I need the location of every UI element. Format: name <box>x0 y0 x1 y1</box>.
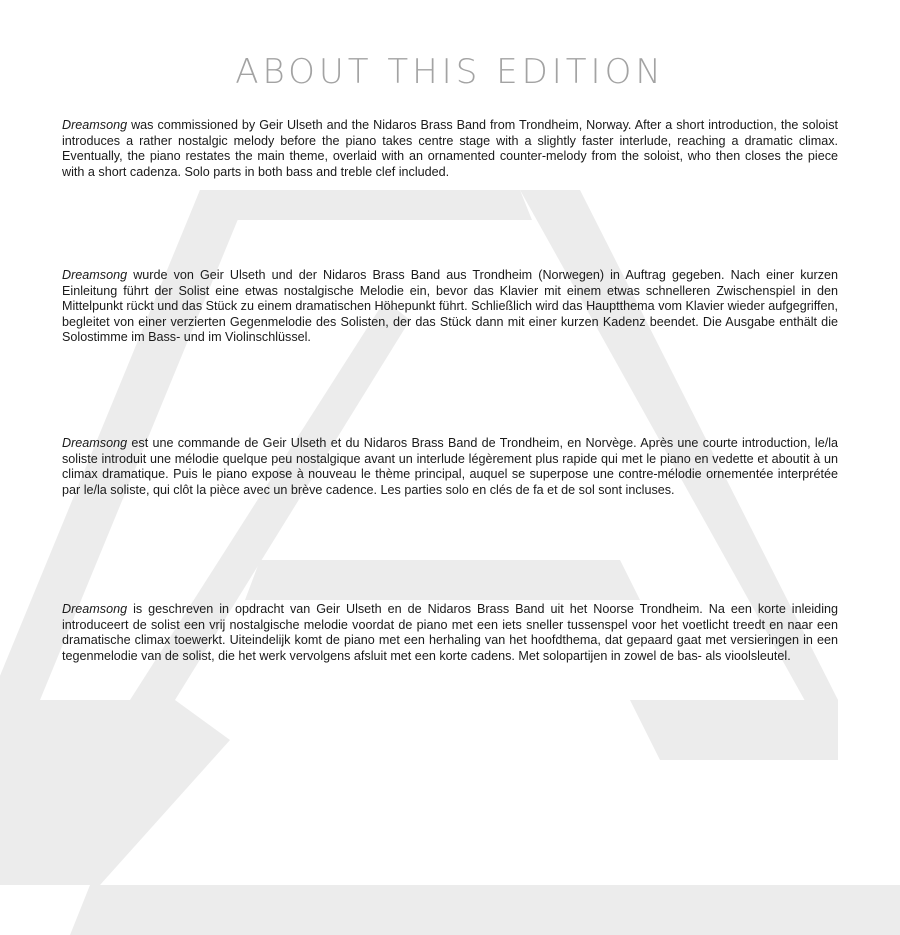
watermark-top-bar <box>188 190 532 220</box>
watermark-bottom-band <box>70 885 900 935</box>
paragraph-english <box>62 118 838 180</box>
paragraph-text: est une commande de Geir Ulseth et du Nidaros Brass Band de Trondheim, en Norvège. Après une courte introduction, le/la soliste introduit une mélodie quelque peu nostalgique avant un interlude légèrement plus rapide qui met le piano en vedette et aboutit à un climax dramatique. Puis le piano expose à nouveau le thème principal, auquel se superpose une contre-mélodie ornementée interprétée par le/la soliste, qui clôt la pièce avec un brève cadence. Les parties solo en clés de fa et de sol sont incluses. <box>62 436 838 497</box>
paragraph-text: was commissioned by Geir Ulseth and the Nidaros Brass Band from Trondheim, Norway. After a short introduction, the soloist introduces a rather nostalgic melody before the piano takes centre stage with a slightly faster interlude, reaching a dramatic climax. Eventually, the piano restates the main theme, overlaid with an ornamented counter-melody from the soloist, who then closes the piece with a short cadenza. Solo parts in both bass and treble clef included. <box>62 118 838 179</box>
watermark-lower-leg <box>0 700 230 885</box>
work-title: Dreamsong <box>62 436 128 450</box>
paragraph-text: wurde von Geir Ulseth und der Nidaros Brass Band aus Trondheim (Norwegen) in Auftrag gegeben. Nach einer kurzen Einleitung führt der Solist eine etwas nostalgische Melodie ein, bevor das Klavier mit einem etwas schnelleren Zwischenspiel in den Mittelpunkt rückt und das Stück zu einem dramatischen Höhepunkt führt. Schließlich wird das Hauptthema vom Klavier wieder aufgegriffen, begleitet von einer verzierten Gegenmelodie des Solisten, der das Stück dann mit einer kurzen Kadenz beendet. Die Ausgabe enthält die Solostimme im Bass- und im Violinschlüssel. <box>62 268 838 345</box>
paragraph-french <box>62 436 838 498</box>
watermark-crossbar <box>245 560 640 600</box>
page-title: ABOUT THIS EDITION <box>235 52 665 92</box>
watermark-right-band <box>630 700 838 760</box>
paragraph-german <box>62 268 838 346</box>
work-title: Dreamsong <box>62 602 128 616</box>
paragraph-dutch <box>62 602 838 664</box>
work-title: Dreamsong <box>62 118 128 132</box>
work-title: Dreamsong <box>62 268 128 282</box>
paragraph-text: is geschreven in opdracht van Geir Ulseth en de Nidaros Brass Band uit het Noorse Trondheim. Na een korte inleiding introduceert de solist een vrij nostalgische melodie voordat de piano met een iets sneller tussenspel voor het voetlicht treedt en naar een dramatische climax toewerkt. Uiteindelijk komt de piano met een herhaling van het hoofdthema, dat gepaard gaat met versieringen in een tegenmelodie van de solist, die het werk vervolgens afsluit met een korte cadens. Met solopartijen in zowel de bas- als vioolsleutel. <box>62 602 838 663</box>
